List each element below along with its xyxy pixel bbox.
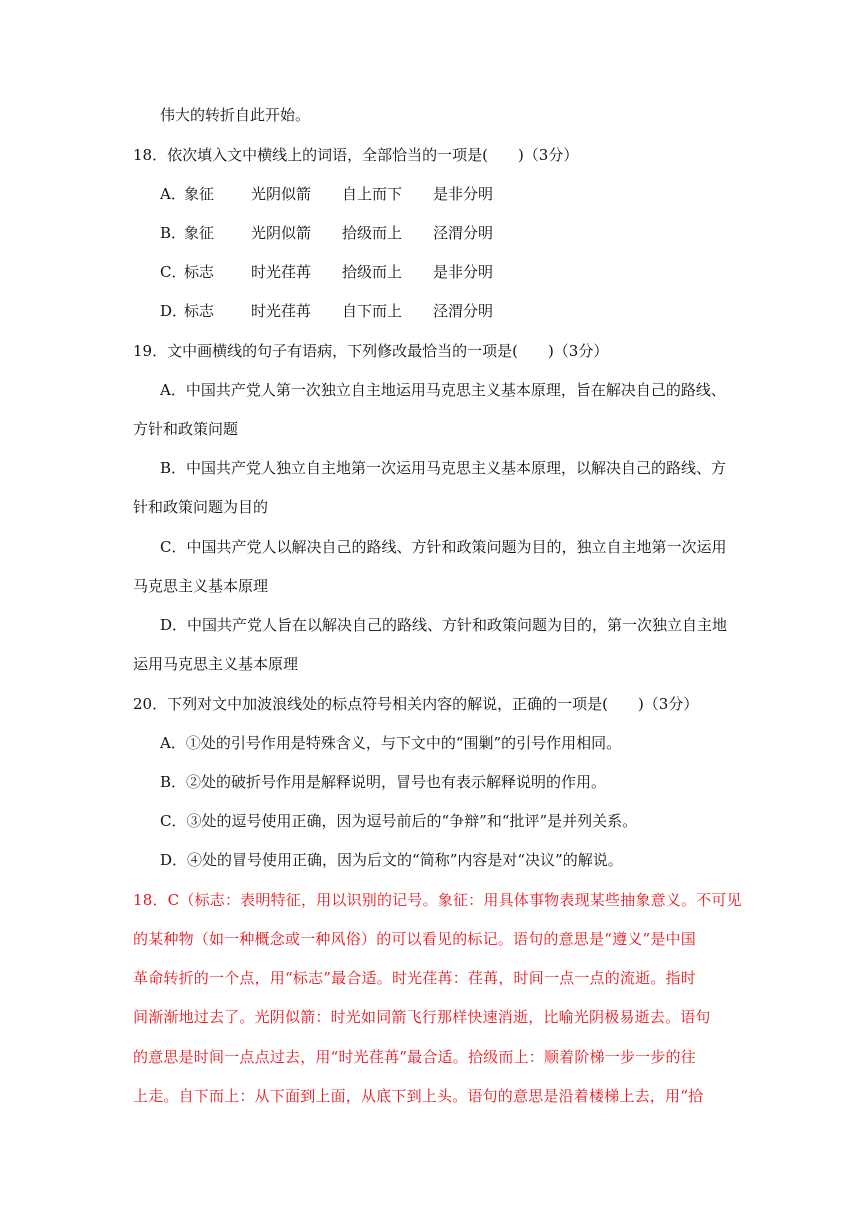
q18-stem: 18．依次填入文中横线上的词语，全部恰当的一项是( )（3分） bbox=[133, 146, 579, 164]
q19-option-a-line1: A．中国共产党人第一次独立自主地运用马克思主义基本原理，旨在解决自己的路线、 bbox=[160, 381, 726, 399]
q20-option-b: B．②处的破折号作用是解释说明，冒号也有表示解释说明的作用。 bbox=[160, 773, 607, 791]
q19-option-d-line1: D．中国共产党人旨在以解决自己的路线、方针和政策问题为目的，第一次独立自主地 bbox=[160, 616, 728, 634]
q20-stem: 20．下列对文中加波浪线处的标点符号相关内容的解说，正确的一项是( )（3分） bbox=[133, 695, 699, 713]
option-word-3: 拾级而上 bbox=[342, 263, 403, 281]
answer-line-4: 间渐渐地过去了。光阴似箭：时光如同箭飞行那样快速消逝，比喻光阴极易逝去。语句 bbox=[133, 1008, 711, 1026]
q19-option-d-line2: 运用马克思主义基本原理 bbox=[133, 655, 299, 673]
q19-option-c-line2: 马克思主义基本原理 bbox=[133, 577, 269, 595]
option-word-1: 象征 bbox=[184, 185, 215, 203]
option-word-3: 拾级而上 bbox=[342, 224, 403, 242]
option-word-1: 标志 bbox=[184, 302, 215, 320]
option-word-4: 泾渭分明 bbox=[433, 302, 494, 320]
option-word-2: 光阴似箭 bbox=[251, 224, 312, 242]
option-word-4: 是非分明 bbox=[433, 185, 494, 203]
option-word-3: 自上而下 bbox=[342, 185, 403, 203]
q20-option-d: D．④处的冒号使用正确，因为后文的“简称”内容是对“决议”的解说。 bbox=[160, 851, 623, 869]
answer-line-5: 的意思是时间一点点过去，用“时光荏苒”最合适。拾级而上：顺着阶梯一步一步的往 bbox=[133, 1048, 696, 1066]
option-word-2: 光阴似箭 bbox=[251, 185, 312, 203]
option-letter: B． bbox=[160, 224, 187, 242]
q20-option-a: A．①处的引号作用是特殊含义，与下文中的“围剿”的引号作用相同。 bbox=[160, 734, 622, 752]
q19-option-a-line2: 方针和政策问题 bbox=[133, 420, 239, 438]
answer-line-2: 的某种物（如一种概念或一种风俗）的可以看见的标记。语句的意思是“遵义”是中国 bbox=[133, 930, 696, 948]
option-word-4: 是非分明 bbox=[433, 263, 494, 281]
option-word-2: 时光荏苒 bbox=[251, 302, 312, 320]
q19-option-c-line1: C．中国共产党人以解决自己的路线、方针和政策问题为目的，独立自主地第一次运用 bbox=[160, 538, 727, 556]
q19-option-b-line1: B．中国共产党人独立自主地第一次运用马克思主义基本原理，以解决自己的路线、方 bbox=[160, 459, 727, 477]
option-letter: A． bbox=[160, 185, 186, 203]
q20-option-c: C．③处的逗号使用正确，因为逗号前后的“争辩”和“批评”是并列关系。 bbox=[160, 812, 638, 830]
option-word-1: 标志 bbox=[184, 263, 215, 281]
option-word-1: 象征 bbox=[184, 224, 215, 242]
option-word-3: 自下而上 bbox=[342, 302, 403, 320]
answer-line-6: 上走。自下而上：从下面到上面，从底下到上头。语句的意思是沿着楼梯上去，用“拾 bbox=[133, 1087, 704, 1105]
q19-option-b-line2: 针和政策问题为目的 bbox=[133, 498, 269, 516]
answer-line-3: 革命转折的一个点，用“标志”最合适。时光荏苒：荏苒，时间一点一点的流逝。指时 bbox=[133, 969, 696, 987]
option-word-4: 泾渭分明 bbox=[433, 224, 494, 242]
q19-stem: 19．文中画横线的句子有语病，下列修改最恰当的一项是( )（3分） bbox=[133, 342, 609, 360]
option-word-2: 时光荏苒 bbox=[251, 263, 312, 281]
carry-over-text: 伟大的转折自此开始。 bbox=[160, 106, 311, 124]
option-letter: C． bbox=[160, 263, 187, 281]
answer-line-1: 18．C（标志：表明特征，用以识别的记号。象征：用具体事物表现某些抽象意义。不可见 bbox=[133, 891, 742, 909]
option-letter: D． bbox=[160, 302, 188, 320]
